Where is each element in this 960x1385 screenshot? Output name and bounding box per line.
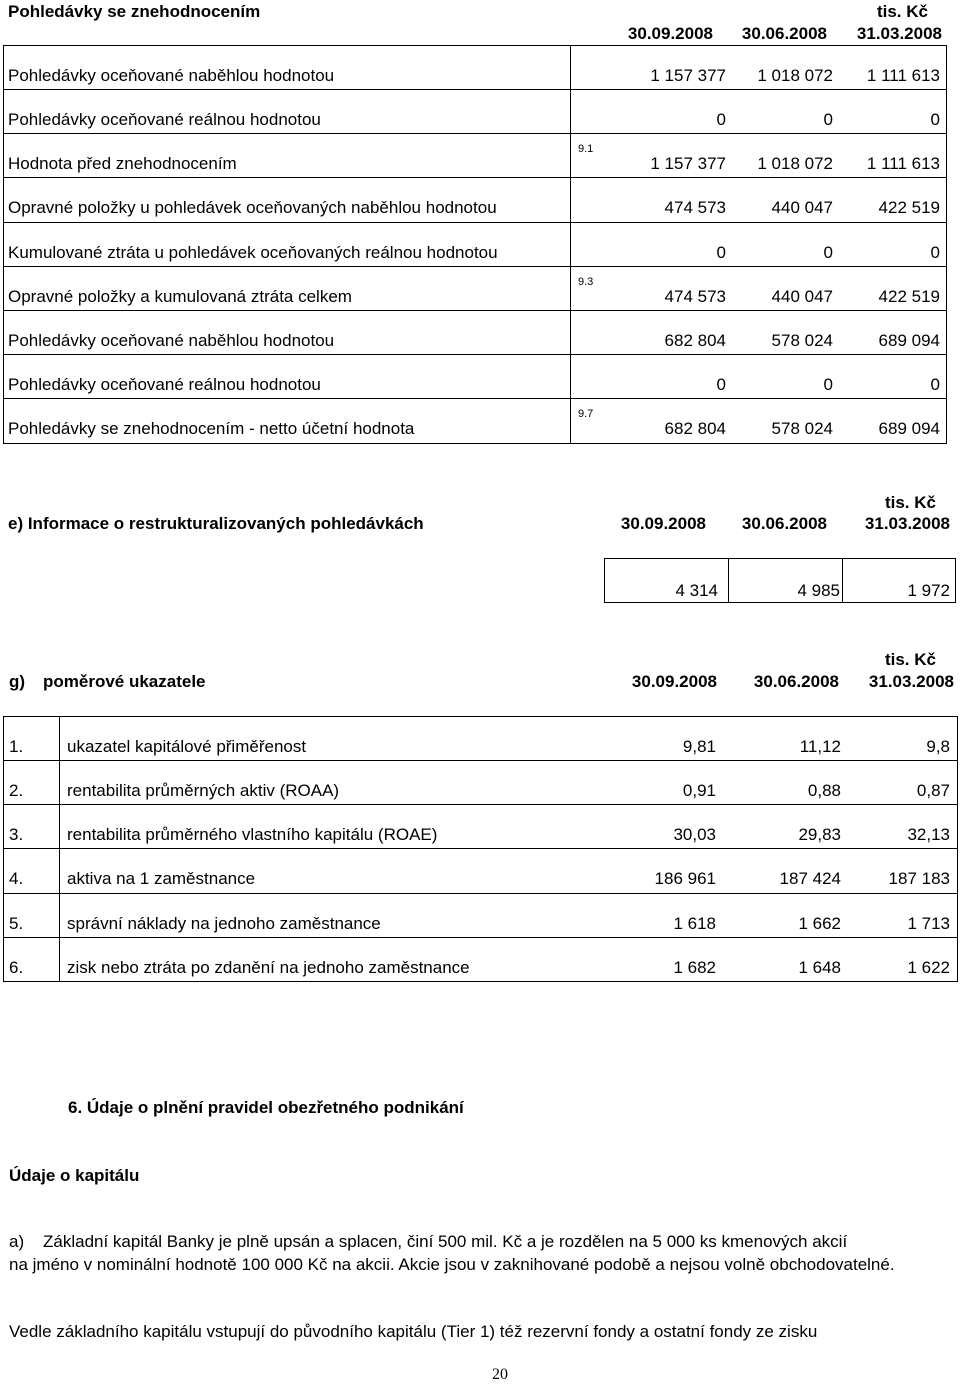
value-31-03: 1 713 — [907, 914, 950, 933]
row-label: Kumulované ztráta u pohledávek oceňovaných reálnou hodnotou — [8, 243, 498, 262]
row-label: Pohledávky se znehodnocením - netto účetní hodnota — [8, 419, 415, 438]
value-30-09: 186 961 — [654, 869, 716, 888]
table2-date-1: 30.09.2008 — [620, 514, 706, 533]
table3-date-2: 30.06.2008 — [753, 672, 839, 691]
value-30-09: 1 157 377 — [650, 154, 726, 173]
value-31-03: 0 — [930, 110, 940, 129]
value-30-06: 0 — [823, 243, 833, 262]
value-31-03: 1 111 613 — [866, 66, 940, 85]
row-label: zisk nebo ztráta po zdanění na jednoho zaměstnance — [67, 958, 470, 977]
value-30-06: 1 018 072 — [757, 66, 833, 85]
table1-row — [0, 266, 960, 310]
table1-row — [0, 354, 960, 398]
table3-unit: tis. Kč — [884, 650, 936, 669]
row-number: 4. — [9, 869, 24, 888]
table1-row — [0, 310, 960, 354]
value-31-03: 689 094 — [878, 331, 940, 350]
table3-date-1: 30.09.2008 — [631, 672, 717, 691]
row-label: Hodnota před znehodnocením — [8, 154, 237, 173]
table3-prefix: g) — [9, 672, 26, 691]
row-number: 3. — [9, 825, 24, 844]
row-label: Opravné položky a kumulovaná ztráta celkem — [8, 287, 352, 306]
value-30-06: 1 018 072 — [757, 154, 833, 173]
row-number: 2. — [9, 781, 24, 800]
table1-date-1: 30.09.2008 — [627, 24, 713, 43]
value-30-06: 187 424 — [779, 869, 841, 888]
row-label: Pohledávky oceňované naběhlou hodnotou — [8, 331, 335, 350]
value-30-09: 1 682 — [673, 958, 716, 977]
row-label: rentabilita průměrných aktiv (ROAA) — [67, 781, 340, 800]
table3-row — [0, 716, 960, 760]
table1-row — [0, 177, 960, 221]
value-30-09: 682 804 — [664, 331, 726, 350]
table2-title: e) Informace o restrukturalizovaných pohledávkách — [8, 514, 424, 533]
restructured-value-31-03: 1 972 — [907, 581, 950, 600]
row-number: 5. — [9, 914, 24, 933]
value-30-09: 9,81 — [682, 737, 716, 756]
restructured-value-30-09: 4 314 — [675, 581, 718, 600]
table3-title: poměrové ukazatele — [43, 672, 206, 691]
table3-date-3: 31.03.2008 — [868, 672, 954, 691]
value-30-09: 0,91 — [682, 781, 716, 800]
value-31-03: 0 — [930, 375, 940, 394]
value-30-06: 29,83 — [798, 825, 841, 844]
table3-row — [0, 760, 960, 804]
value-30-06: 1 662 — [798, 914, 841, 933]
table1-row — [0, 222, 960, 266]
item-a-marker: a) — [9, 1232, 25, 1251]
value-30-06: 11,12 — [799, 737, 841, 756]
value-30-06: 0 — [823, 110, 833, 129]
capital-subheading: Údaje o kapitálu — [9, 1166, 140, 1185]
table1-row — [0, 45, 960, 89]
section-heading: 6. Údaje o plnění pravidel obezřetného podnikání — [68, 1098, 464, 1117]
value-31-03: 422 519 — [878, 287, 940, 306]
value-30-09: 682 804 — [664, 419, 726, 438]
restructured-value-30-06: 4 985 — [797, 581, 840, 600]
row-label: rentabilita průměrného vlastního kapitálu (ROAE) — [67, 825, 438, 844]
row-label: aktiva na 1 zaměstnance — [67, 869, 256, 888]
value-30-09: 474 573 — [664, 198, 726, 217]
value-30-09: 474 573 — [664, 287, 726, 306]
value-31-03: 187 183 — [888, 869, 950, 888]
value-30-09: 30,03 — [673, 825, 716, 844]
table1-row — [0, 398, 960, 442]
table1-unit: tis. Kč — [876, 2, 928, 21]
note-ref: 9.3 — [578, 276, 594, 288]
value-30-09: 1 157 377 — [650, 66, 726, 85]
table2-unit: tis. Kč — [884, 493, 936, 512]
value-30-06: 1 648 — [798, 958, 841, 977]
value-30-06: 0,88 — [807, 781, 841, 800]
table2-date-2: 30.06.2008 — [741, 514, 827, 533]
table1-title: Pohledávky se znehodnocením — [8, 2, 261, 21]
value-30-09: 0 — [716, 243, 726, 262]
row-label: Opravné položky u pohledávek oceňovaných naběhlou hodnotou — [8, 198, 497, 217]
tier1-paragraph: Vedle základního kapitálu vstupují do původního kapitálu (Tier 1) též rezervní fondy a ostatní fondy ze zisku — [9, 1322, 818, 1341]
row-number: 1. — [9, 737, 24, 756]
note-ref: 9.7 — [578, 408, 594, 420]
value-31-03: 422 519 — [878, 198, 940, 217]
table1-date-3: 31.03.2008 — [856, 24, 942, 43]
row-label: Pohledávky oceňované reálnou hodnotou — [8, 110, 321, 129]
value-30-06: 440 047 — [771, 287, 833, 306]
table1-row — [0, 133, 960, 177]
row-label: správní náklady na jednoho zaměstnance — [67, 914, 381, 933]
value-31-03: 1 111 613 — [866, 154, 940, 173]
table2-date-3: 31.03.2008 — [864, 514, 950, 533]
table1-date-2: 30.06.2008 — [741, 24, 827, 43]
value-30-09: 0 — [716, 110, 726, 129]
value-31-03: 1 622 — [907, 958, 950, 977]
value-31-03: 9,8 — [926, 737, 950, 756]
value-30-06: 578 024 — [771, 331, 833, 350]
value-31-03: 689 094 — [878, 419, 940, 438]
value-31-03: 0,87 — [916, 781, 950, 800]
table3-row — [0, 848, 960, 892]
table3-row — [0, 804, 960, 848]
page-number: 20 — [492, 1366, 508, 1383]
item-a-text: Základní kapitál Banky je plně upsán a splacen, činí 500 mil. Kč a je rozdělen na 5 000 ks kmenových akcií — [43, 1232, 848, 1251]
table3-row — [0, 937, 960, 981]
row-label: Pohledávky oceňované naběhlou hodnotou — [8, 66, 335, 85]
value-31-03: 32,13 — [907, 825, 950, 844]
table3-row — [0, 893, 960, 937]
row-number: 6. — [9, 958, 24, 977]
value-30-06: 0 — [823, 375, 833, 394]
value-30-09: 0 — [716, 375, 726, 394]
row-label: Pohledávky oceňované reálnou hodnotou — [8, 375, 321, 394]
value-30-09: 1 618 — [673, 914, 716, 933]
note-ref: 9.1 — [578, 143, 594, 155]
value-30-06: 578 024 — [771, 419, 833, 438]
item-a-continuation: na jméno v nominální hodnotě 100 000 Kč na akcii. Akcie jsou v zaknihované podobě a nejsou volně obchodovatelné. — [9, 1255, 895, 1274]
table1-row — [0, 89, 960, 133]
row-label: ukazatel kapitálové přiměřenost — [67, 737, 307, 756]
value-30-06: 440 047 — [771, 198, 833, 217]
value-31-03: 0 — [930, 243, 940, 262]
